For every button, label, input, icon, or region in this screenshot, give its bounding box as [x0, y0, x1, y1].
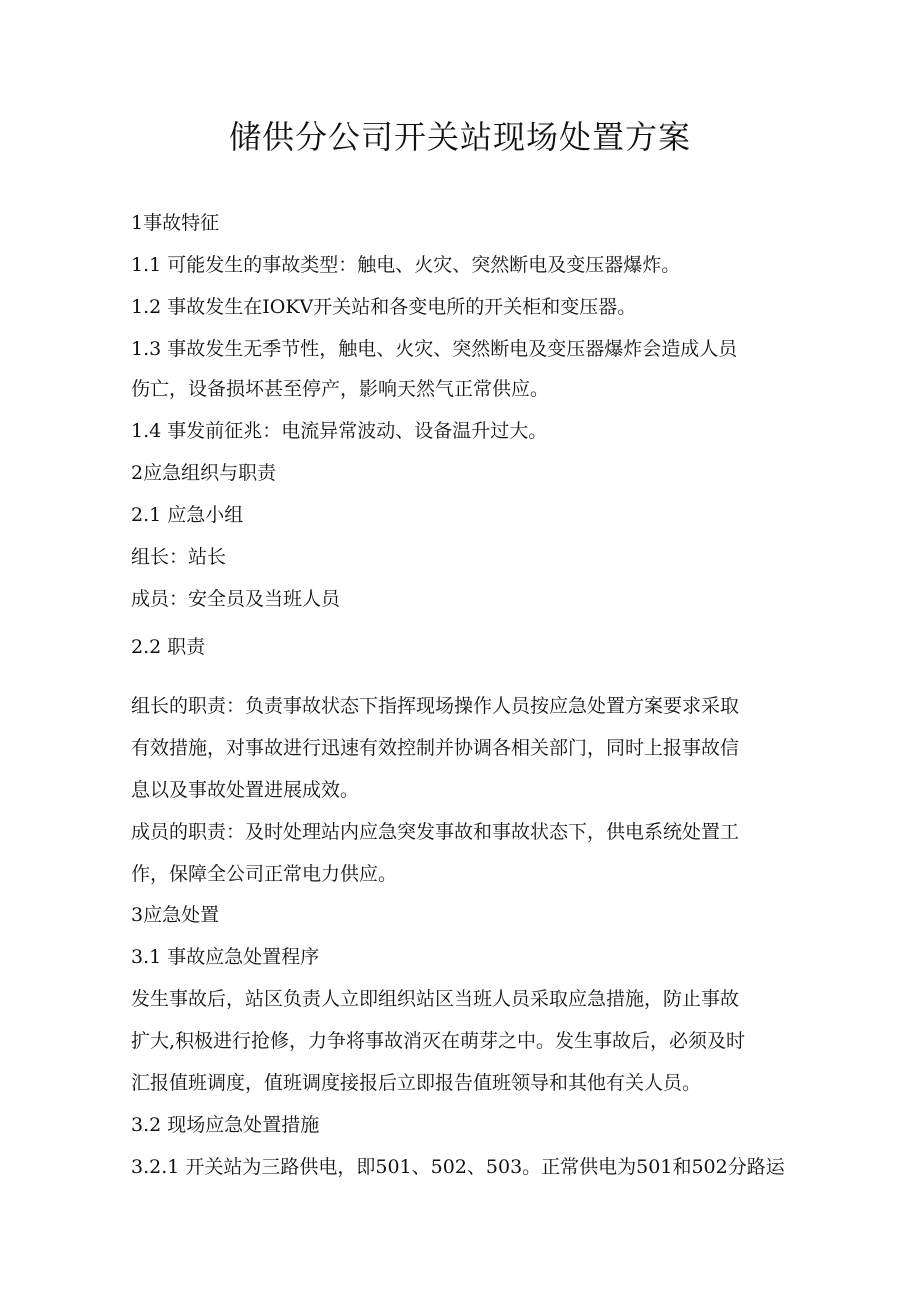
section-heading-2: 2应急组织与职责 [131, 462, 277, 484]
leader-duty-line-3: 息以及事故处置进展成效。 [131, 779, 360, 801]
procedure-line-2: 扩大,积极进行抢修，力争将事故消灭在萌芽之中。发生事故后，必须及时 [131, 1030, 746, 1052]
paragraph-1-1: 1.1 可能发生的事故类型：触电、火灾、突然断电及变压器爆炸。 [131, 254, 681, 276]
procedure-line-1: 发生事故后，站区负责人立即组织站区当班人员采取应急措施，防止事故 [131, 988, 740, 1010]
team-leader-line: 组长：站长 [131, 546, 227, 568]
paragraph-1-2: 1.2 事故发生在IOKV开关站和各变电所的开关柜和变压器。 [131, 296, 637, 318]
subsection-heading-3-2: 3.2 现场应急处置措施 [131, 1114, 320, 1136]
team-members-line: 成员：安全员及当班人员 [131, 588, 341, 610]
member-duty-line-1: 成员的职责：及时处理站内应急突发事故和事故状态下，供电系统处置工 [131, 821, 740, 843]
section-heading-3: 3应急处置 [131, 904, 220, 926]
paragraph-1-3-line-2: 伤亡，设备损坏甚至停产，影响天然气正常供应。 [131, 378, 550, 400]
subsection-heading-3-1: 3.1 事故应急处置程序 [131, 946, 320, 968]
procedure-line-3: 汇报值班调度，值班调度接报后立即报告值班领导和其他有关人员。 [131, 1072, 702, 1094]
paragraph-3-2-1: 3.2.1 开关站为三路供电，即501、502、503。正常供电为501和502分路运 [131, 1156, 785, 1178]
section-heading-1: 1事故特征 [131, 212, 220, 234]
subsection-heading-2-1: 2.1 应急小组 [131, 504, 244, 526]
member-duty-line-2: 作，保障全公司正常电力供应。 [131, 863, 398, 885]
document-title: 储供分公司开关站现场处置方案 [228, 118, 691, 156]
leader-duty-line-1: 组长的职责：负责事故状态下指挥现场操作人员按应急处置方案要求采取 [131, 695, 740, 717]
subsection-heading-2-2: 2.2 职责 [131, 636, 206, 658]
paragraph-1-4: 1.4 事发前征兆：电流异常波动、设备温升过大。 [131, 420, 548, 442]
paragraph-1-3-line-1: 1.3 事故发生无季节性，触电、火灾、突然断电及变压器爆炸会造成人员 [131, 338, 738, 360]
leader-duty-line-2: 有效措施，对事故进行迅速有效控制并协调各相关部门，同时上报事故信 [131, 737, 740, 759]
